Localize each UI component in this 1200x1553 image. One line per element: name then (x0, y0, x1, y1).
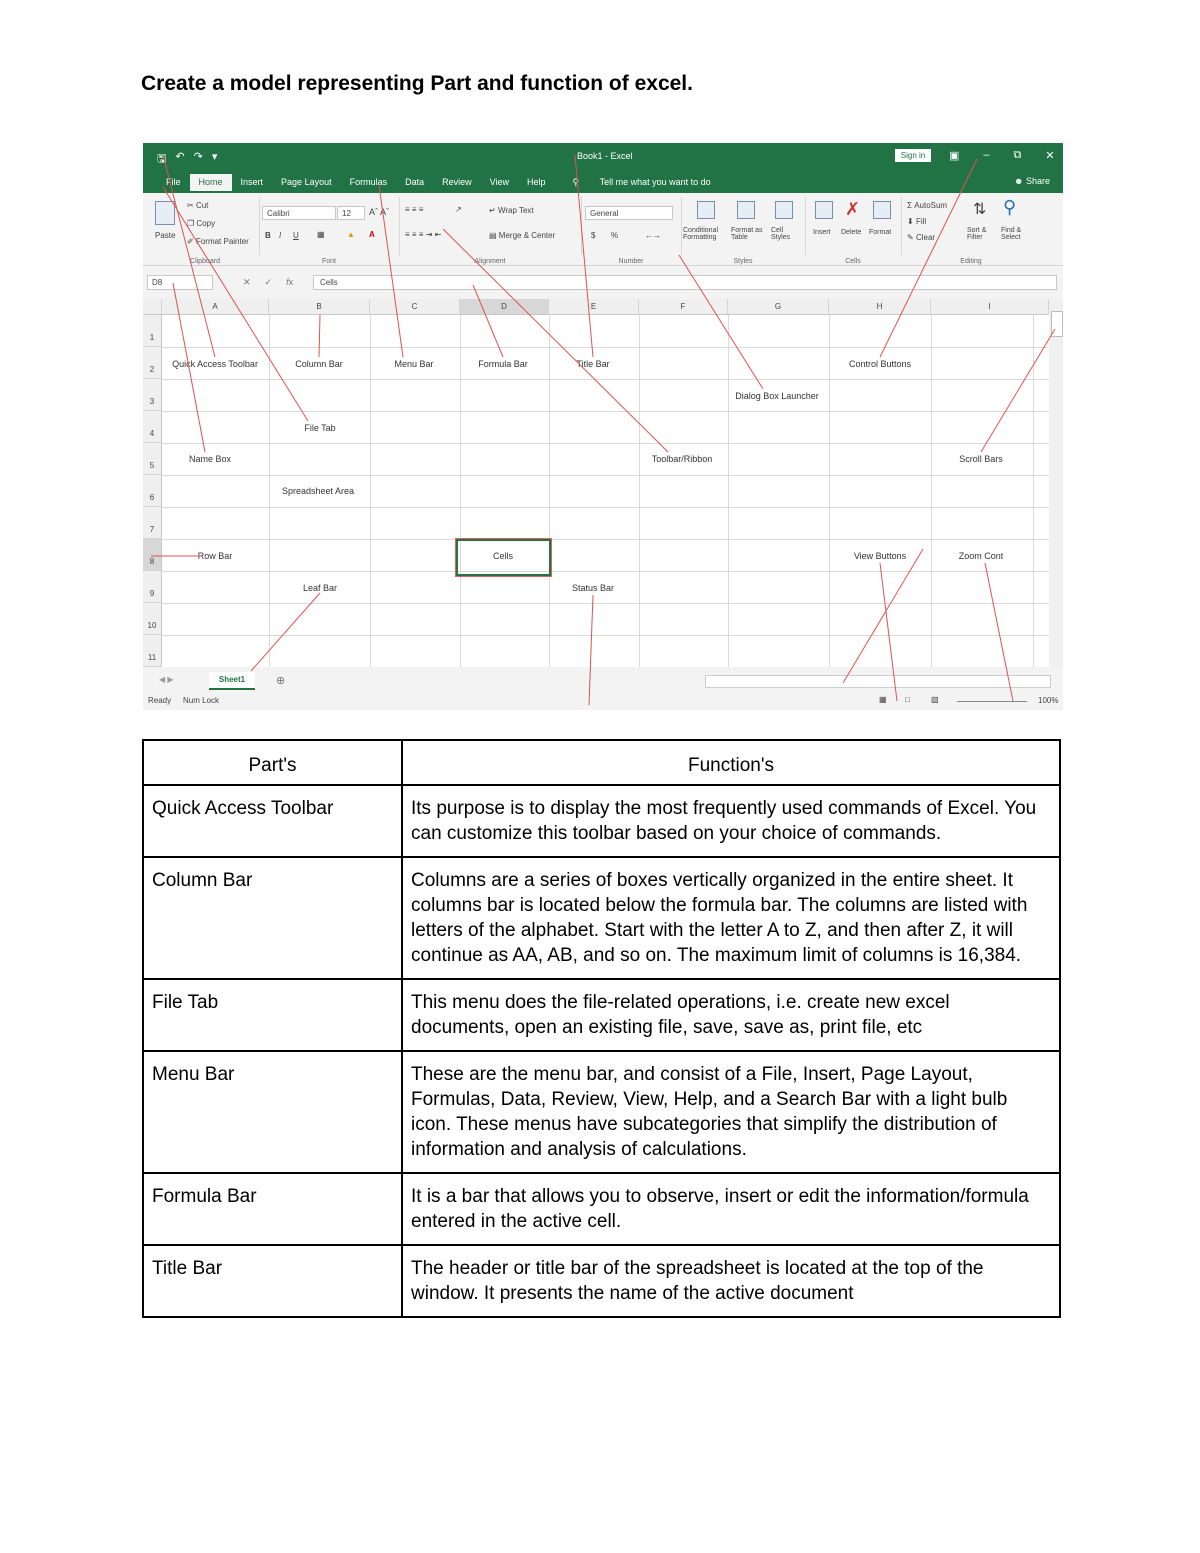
annotation-label: Scroll Bars (959, 454, 1003, 464)
find-icon[interactable]: ⚲ (1003, 197, 1017, 217)
tab-home[interactable]: Home (190, 174, 232, 191)
number-format-select[interactable]: General (585, 206, 673, 220)
grow-font-icon[interactable]: Aˆ Aˇ (369, 207, 390, 217)
part-cell: File Tab (143, 979, 402, 1051)
enter-icon[interactable]: ✓ (264, 277, 273, 287)
decimal-icon[interactable]: ←→ (645, 231, 661, 240)
row-header[interactable]: 3 (143, 379, 162, 411)
part-cell: Quick Access Toolbar (143, 785, 402, 857)
table-row (143, 1051, 1060, 1173)
borders-icon[interactable]: ▦ (317, 230, 325, 239)
lightbulb-icon: ⚲ (572, 177, 580, 187)
column-header[interactable]: G (728, 299, 829, 315)
annotation-label: Status Bar (571, 583, 615, 593)
function-cell: These are the menu bar, and consist of a File, Insert, Page Layout, Formulas, Data, Review, View, Help, and a Search Bar with a light bulb icon. These menus have subcategories that simplify the distribution of information and analysis of calculations. (402, 1051, 1060, 1173)
functions-header: Function's (402, 740, 1060, 785)
column-header[interactable]: F (639, 299, 728, 315)
page-break-view-icon[interactable]: ▧ (931, 695, 939, 704)
font-color-icon[interactable]: A (369, 230, 375, 239)
formula-input[interactable]: Cells (313, 275, 1057, 290)
format-table-label: Format as Table (731, 227, 763, 241)
brush-icon: ✐ (187, 237, 194, 246)
row-header[interactable]: 1 (143, 315, 162, 347)
add-sheet-icon[interactable]: ⊕ (276, 675, 286, 687)
copy-icon: ❐ (187, 219, 195, 228)
status-numlock: Num Lock (183, 696, 220, 705)
parts-header: Part's (143, 740, 402, 785)
percent-button[interactable]: % (611, 231, 619, 240)
column-header[interactable]: D (460, 299, 549, 315)
function-cell: The header or title bar of the spreadsheet is located at the top of the window. It presents the name of the active document (402, 1245, 1060, 1317)
part-cell: Column Bar (143, 857, 402, 979)
restore-icon[interactable]: ⧉ (1013, 149, 1022, 161)
align-left-icon[interactable]: ≡ ≡ ≡ ⇥ ⇤ (405, 230, 442, 239)
fill-down-icon: ⬇ (907, 217, 914, 226)
table-row (143, 857, 1060, 979)
copy-label: Copy (196, 219, 216, 228)
tab-help[interactable]: Help (527, 177, 546, 187)
cell-styles-label: Cell Styles (771, 227, 791, 241)
excel-screenshot (143, 143, 1063, 710)
table-row (143, 1173, 1060, 1245)
cut-icon: ✂ (187, 201, 194, 210)
tab-page-layout[interactable]: Page Layout (281, 177, 332, 187)
find-select-label: Find & Select (1001, 227, 1022, 241)
column-header[interactable]: A (162, 299, 269, 315)
page-layout-view-icon[interactable]: □ (905, 695, 910, 704)
sheet-tab[interactable]: Sheet1 (209, 672, 255, 690)
column-header[interactable]: H (829, 299, 931, 315)
merge-icon: ▤ (489, 231, 497, 240)
sigma-icon: Σ (907, 201, 912, 210)
italic-button[interactable]: I (279, 231, 282, 240)
annotation-label: Menu Bar (394, 359, 434, 369)
row-header[interactable]: 7 (143, 507, 162, 539)
tab-data[interactable]: Data (405, 177, 425, 187)
person-icon: ☻ (1014, 176, 1024, 186)
conditional-formatting-label: Conditional Formatting (683, 227, 719, 241)
window-title: Book1 - Excel (577, 151, 633, 161)
autosum-label: AutoSum (914, 201, 948, 210)
share-label: Share (1026, 176, 1051, 186)
cut-label: Cut (195, 201, 209, 210)
alignment-label: Alignment (474, 258, 506, 265)
annotation-label: Leaf Bar (302, 583, 338, 593)
delete-cells-icon[interactable]: ✗ (845, 199, 861, 219)
editing-label: Editing (960, 258, 982, 265)
column-header[interactable]: C (370, 299, 460, 315)
row-header[interactable]: 8 (143, 539, 162, 571)
annotation-label: File Tab (304, 423, 336, 433)
bold-button[interactable]: B (265, 231, 271, 240)
annotation-label: Control Buttons (848, 359, 912, 369)
sort-filter-icon[interactable]: ⇅ (973, 201, 987, 218)
delete-label: Delete (841, 229, 862, 236)
merge-label: Merge & Center (498, 231, 556, 240)
normal-view-icon[interactable]: ▦ (879, 695, 887, 704)
table-row (143, 785, 1060, 857)
undo-icon[interactable]: ↶ (175, 151, 185, 163)
annotation-leader-lines (143, 143, 1063, 710)
table-row (143, 1245, 1060, 1317)
tab-insert[interactable]: Insert (240, 177, 264, 187)
sheet-nav-icon[interactable]: ◀ ▶ (159, 675, 174, 684)
part-cell: Menu Bar (143, 1051, 402, 1173)
orientation-icon[interactable]: ↗ (455, 205, 462, 214)
annotation-label: Column Bar (295, 359, 343, 369)
function-cell: It is a bar that allows you to observe, insert or edit the information/formula entered in the active cell. (402, 1173, 1060, 1245)
annotation-label: Cells (492, 551, 514, 561)
annotation-label: Spreadsheet Area (281, 486, 355, 496)
save-icon[interactable]: 🖫 (157, 153, 167, 165)
annotation-label: Formula Bar (478, 359, 528, 369)
sign-in-button[interactable]: Sign in (895, 149, 931, 162)
row-header[interactable]: 9 (143, 571, 162, 603)
close-icon[interactable]: ✕ (1045, 150, 1055, 162)
sort-filter-label: Sort & Filter (967, 227, 987, 241)
currency-button[interactable]: $ (591, 231, 596, 240)
clipboard-label: Clipboard (190, 258, 220, 265)
font-size-select[interactable]: 12 (337, 206, 365, 220)
function-cell: This menu does the file-related operations, i.e. create new excel documents, open an existing file, save, save as, print file, etc (402, 979, 1060, 1051)
tell-me-text: Tell me what you want to do (599, 177, 711, 187)
cells-label: Cells (845, 258, 861, 265)
font-name-select[interactable]: Calibri (262, 206, 336, 220)
ribbon-display-icon[interactable]: ▣ (949, 150, 960, 162)
redo-icon[interactable]: ↷ (193, 151, 203, 163)
tab-review[interactable]: Review (442, 177, 472, 187)
format-painter-label: Format Painter (195, 237, 249, 246)
row-header[interactable]: 4 (143, 411, 162, 443)
function-cell: Columns are a series of boxes vertically organized in the entire sheet. It columns bar is located below the formula bar. The columns are listed with letters of the alphabet. Start with the letter A to Z, and then after Z, it will continue as AA, AB, and so on. The maximum limit of columns is 16,384. (402, 857, 1060, 979)
part-cell: Formula Bar (143, 1173, 402, 1245)
name-box[interactable]: D8 (147, 275, 213, 290)
fill-color-icon[interactable]: ▲ (347, 230, 355, 239)
annotation-label: Zoom Cont (958, 551, 1004, 561)
font-label: Font (321, 258, 336, 265)
number-label: Number (618, 258, 644, 265)
insert-function-icon[interactable]: fx (286, 277, 294, 287)
insert-label: Insert (813, 229, 831, 236)
annotation-label: View Buttons (853, 551, 907, 561)
eraser-icon: ✎ (907, 233, 914, 242)
wrap-label: Wrap Text (497, 206, 534, 215)
function-cell: Its purpose is to display the most frequently used commands of Excel. You can customize this toolbar based on your choice of commands. (402, 785, 1060, 857)
wrap-icon: ↵ (489, 206, 496, 215)
align-top-icon[interactable]: ≡ ≡ ≡ (405, 205, 424, 214)
tab-formulas[interactable]: Formulas (349, 177, 388, 187)
tab-view[interactable]: View (489, 177, 509, 187)
annotation-label: Row Bar (197, 551, 233, 561)
column-header[interactable]: I (931, 299, 1049, 315)
tab-file[interactable]: File (166, 177, 181, 187)
row-header[interactable]: 6 (143, 475, 162, 507)
column-header[interactable]: B (269, 299, 370, 315)
annotation-label: Name Box (188, 454, 232, 464)
parts-functions-table (142, 739, 1061, 1318)
annotation-label: Quick Access Toolbar (172, 359, 258, 369)
paste-label: Paste (155, 231, 176, 240)
row-header[interactable]: 10 (143, 603, 162, 635)
zoom-level[interactable]: 100% (1038, 696, 1059, 705)
column-header[interactable]: E (549, 299, 639, 315)
styles-label: Styles (733, 258, 753, 265)
row-header[interactable]: 11 (143, 635, 162, 667)
fill-label: Fill (915, 217, 927, 226)
table-row (143, 979, 1060, 1051)
format-label: Format (869, 229, 892, 236)
part-cell: Title Bar (143, 1245, 402, 1317)
row-header[interactable]: 2 (143, 347, 162, 379)
table-header-row (143, 740, 1060, 785)
status-ready: Ready (148, 696, 172, 705)
clear-label: Clear (915, 233, 936, 242)
page-title: Create a model representing Part and function of excel. (141, 72, 693, 95)
cancel-icon[interactable]: ✕ (243, 277, 251, 287)
customize-qat-icon[interactable]: ▾ (211, 151, 218, 163)
annotation-label: Dialog Box Launcher (735, 391, 819, 401)
annotation-label: Title Bar (576, 359, 610, 369)
row-header[interactable]: 5 (143, 443, 162, 475)
annotation-label: Toolbar/Ribbon (651, 454, 713, 464)
minimize-icon[interactable]: – (983, 149, 990, 161)
underline-button[interactable]: U (293, 231, 299, 240)
